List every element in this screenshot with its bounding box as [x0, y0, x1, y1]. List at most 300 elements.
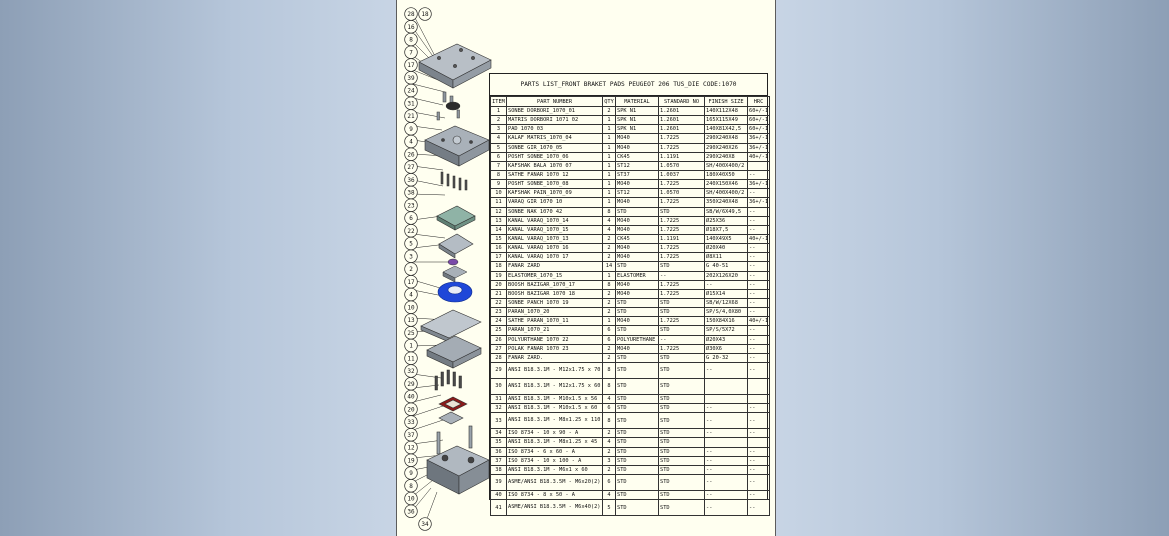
table-cell: 6 — [603, 326, 616, 335]
table-cell: -- — [748, 429, 770, 438]
table-cell: SH/400X400/2 — [705, 161, 748, 170]
table-cell: -- — [748, 280, 770, 289]
item-balloon — [405, 275, 418, 288]
table-cell: 2 — [603, 465, 616, 474]
table-cell: STD — [659, 474, 705, 490]
table-cell: ELASTOMER — [616, 271, 659, 280]
parts-list-header-cell: MATERIAL — [616, 97, 659, 107]
item-balloon-label: 7 — [409, 49, 413, 57]
table-cell: STD — [659, 447, 705, 456]
table-cell: 28 — [491, 353, 507, 362]
table-cell: 2 — [491, 116, 507, 125]
table-cell: 8 — [603, 378, 616, 394]
item-balloon-label: 21 — [407, 113, 415, 121]
table-cell: Ø15X14 — [705, 289, 748, 298]
table-row — [491, 207, 770, 216]
item-balloon-label: 20 — [407, 406, 415, 414]
table-cell: -- — [748, 244, 770, 253]
table-cell: 290X240X8 — [705, 152, 748, 161]
parts-list-body — [491, 107, 770, 516]
parts-list-header-cell: PART NUMBER — [507, 97, 603, 107]
table-cell: 2 — [603, 107, 616, 116]
table-cell: ANSI B18.3.1M - M8x1.25 x 45 — [507, 438, 603, 447]
table-cell: 60+/-1 — [749, 108, 769, 115]
table-cell: STD — [659, 413, 705, 429]
table-cell: 4 — [603, 490, 616, 499]
table-cell: MO40 — [616, 244, 659, 253]
table-cell: 4 — [603, 394, 616, 403]
table-cell: -- — [659, 271, 705, 280]
table-cell: 1 — [603, 170, 616, 179]
table-cell: 19 — [491, 271, 507, 280]
item-balloon — [405, 20, 418, 33]
table-cell: ISO 8734 - 10 x 100 - A — [507, 456, 603, 465]
table-cell: 2 — [603, 353, 616, 362]
table-cell: 1.7225 — [659, 216, 705, 225]
table-cell: Ø25X36 — [705, 216, 748, 225]
table-row — [491, 189, 770, 198]
table-cell: 1 — [603, 271, 616, 280]
item-balloon — [405, 97, 418, 110]
table-cell: 2 — [603, 429, 616, 438]
table-cell: 2 — [603, 308, 616, 317]
table-cell: STD — [659, 438, 705, 447]
item-balloon-label: 9 — [409, 470, 413, 478]
table-cell: 2 — [603, 253, 616, 262]
table-row — [491, 326, 770, 335]
table-cell: 22 — [491, 298, 507, 307]
table-cell: 27 — [491, 344, 507, 353]
table-cell: 5 — [603, 500, 616, 516]
table-cell: 6 — [603, 335, 616, 344]
table-cell: MO40 — [616, 280, 659, 289]
table-cell: 1.7225 — [659, 143, 705, 152]
table-row — [491, 216, 770, 225]
table-cell: 1.1191 — [659, 234, 705, 243]
table-cell: 1 — [603, 189, 616, 198]
table-row — [491, 429, 770, 438]
item-balloon — [405, 403, 418, 416]
item-balloon — [405, 288, 418, 301]
table-row — [491, 271, 770, 280]
table-cell: 32 — [491, 404, 507, 413]
table-row — [491, 404, 770, 413]
table-cell: STD — [616, 378, 659, 394]
table-cell: G 40-51 — [705, 262, 748, 271]
table-cell: 140X112X48 — [705, 107, 748, 116]
table-cell: 1.7225 — [659, 225, 705, 234]
item-balloon-label: 40 — [407, 393, 415, 401]
table-cell: 5 — [491, 143, 507, 152]
table-cell: STD — [616, 447, 659, 456]
table-cell: 7 — [491, 161, 507, 170]
table-row — [491, 253, 770, 262]
table-cell: 165X115X49 — [705, 116, 748, 125]
table-cell: MO40 — [616, 134, 659, 143]
table-cell: 2 — [603, 244, 616, 253]
table-cell: ASME/ANSI B18.3.5M - M6x40(2) — [507, 500, 603, 516]
table-cell: 6 — [603, 404, 616, 413]
item-balloon-label: 13 — [407, 317, 415, 325]
table-cell: 8 — [603, 362, 616, 378]
table-cell: MO40 — [616, 289, 659, 298]
table-row — [491, 289, 770, 298]
item-balloon — [405, 250, 418, 263]
table-cell: STD — [616, 308, 659, 317]
table-cell: POSHT SONBE_1070_08 — [507, 180, 603, 189]
table-cell: FANAR ZARD — [507, 262, 603, 271]
table-cell: MO40 — [616, 216, 659, 225]
table-cell: KANAL VARAQ_1070_14 — [507, 216, 603, 225]
table-cell: 23 — [491, 308, 507, 317]
table-cell: 4 — [491, 134, 507, 143]
item-balloon — [405, 326, 418, 339]
table-cell: 8 — [603, 280, 616, 289]
table-cell: Ø8X11 — [705, 253, 748, 262]
table-cell: 1 — [603, 317, 616, 326]
table-cell: 180X40X50 — [705, 170, 748, 179]
item-balloon-label: 39 — [407, 74, 415, 82]
table-cell: KAFSHAK BALA 1070 07 — [507, 161, 603, 170]
table-cell: POLYURETHANE — [616, 335, 659, 344]
table-cell: STD — [616, 465, 659, 474]
table-cell: 41 — [491, 500, 507, 516]
item-balloon-label: 16 — [407, 23, 415, 31]
table-row — [491, 234, 770, 243]
table-cell: BOOSH BAZIGAR_1070_17 — [507, 280, 603, 289]
table-cell: -- — [748, 216, 770, 225]
item-balloon-label: 3 — [409, 253, 413, 261]
table-cell: FANAR ZARD. — [507, 353, 603, 362]
table-cell: 37 — [491, 456, 507, 465]
item-balloon-label: 36 — [407, 176, 415, 184]
item-balloon-label: 18 — [421, 11, 429, 19]
item-balloon-label: 8 — [409, 36, 413, 44]
table-cell: 17 — [491, 253, 507, 262]
table-cell: -- — [748, 465, 770, 474]
item-balloon-label: 5 — [409, 240, 413, 248]
table-cell: STD — [659, 429, 705, 438]
parts-list-title: PARTS LIST_FRONT BRAKET PADS PEUGEOT 206 TUS_DIE CODE:1070 — [490, 74, 767, 96]
table-cell: 2 — [603, 234, 616, 243]
table-cell: 38 — [491, 465, 507, 474]
table-cell: -- — [705, 447, 748, 456]
table-cell: 34 — [491, 429, 507, 438]
table-cell: KAFSHAK PAIN_1070_09 — [507, 189, 603, 198]
table-cell: 25 — [491, 326, 507, 335]
item-balloon — [405, 212, 418, 225]
table-cell: STD — [659, 298, 705, 307]
table-cell: STD — [616, 490, 659, 499]
table-cell: 14 — [603, 262, 616, 271]
table-cell: 12 — [491, 207, 507, 216]
item-balloon-label: 26 — [407, 151, 415, 159]
table-row — [491, 394, 770, 403]
item-balloon-label: 17 — [407, 62, 415, 70]
table-cell: STD — [616, 438, 659, 447]
table-cell: SONBE PANCH 1070 19 — [507, 298, 603, 307]
table-cell: 150X84X16 — [705, 317, 748, 326]
table-cell: VARAQ GIR 1070 10 — [507, 198, 603, 207]
table-cell: STD — [659, 308, 705, 317]
table-cell: 11 — [491, 198, 507, 207]
parts-list-header-cell: ITEM — [492, 98, 505, 105]
table-cell: -- — [705, 413, 748, 429]
table-cell: POLYURTHANE 1070 22 — [507, 335, 603, 344]
table-cell: -- — [748, 344, 770, 353]
table-cell: ANSI B18.3.1M - M10x1.5 x 56 — [507, 394, 603, 403]
table-cell: -- — [748, 170, 770, 179]
table-cell: STD — [616, 456, 659, 465]
table-cell: STD — [659, 500, 705, 516]
table-cell: 40+/-1 — [749, 236, 769, 243]
table-row — [491, 244, 770, 253]
table-row — [491, 116, 770, 125]
balloon-layer — [397, 0, 497, 536]
table-cell: 30 — [491, 378, 507, 394]
table-cell: 29 — [491, 362, 507, 378]
table-cell: ISO 8734 - 8 x 50 - A — [507, 490, 603, 499]
table-row — [491, 125, 770, 134]
table-cell: -- — [748, 308, 770, 317]
table-cell: 60+/-1 — [749, 126, 769, 133]
item-balloon — [405, 314, 418, 327]
item-balloon — [405, 428, 418, 441]
table-row — [491, 378, 770, 394]
table-row — [491, 161, 770, 170]
table-cell — [748, 438, 770, 447]
table-cell: MO40 — [616, 180, 659, 189]
item-balloon-label: 38 — [407, 189, 415, 197]
table-cell: ISO 8734 - 10 x 90 - A — [507, 429, 603, 438]
item-balloon-label: 6 — [409, 215, 413, 223]
table-cell: -- — [748, 490, 770, 499]
table-row — [491, 335, 770, 344]
table-cell: 1.7225 — [659, 134, 705, 143]
table-cell: -- — [748, 225, 770, 234]
table-cell: 31 — [491, 394, 507, 403]
item-balloon-label: 34 — [421, 521, 429, 529]
item-balloon — [405, 84, 418, 97]
table-cell: STD — [616, 362, 659, 378]
table-cell: 140X81X42,5 — [705, 125, 748, 134]
table-cell: -- — [748, 362, 770, 378]
parts-list-header-cell: FINISH SIZE — [705, 97, 748, 107]
table-cell: 26 — [491, 335, 507, 344]
item-balloon-label: 17 — [407, 278, 415, 286]
item-balloon — [405, 263, 418, 276]
table-cell: STD — [659, 353, 705, 362]
table-cell: SP/S/4,0X80 — [705, 308, 748, 317]
table-cell: 1.2601 — [659, 116, 705, 125]
table-cell: POLAK FANAR 1070 23 — [507, 344, 603, 353]
table-row — [491, 362, 770, 378]
table-cell: PARAN_1070_21 — [507, 326, 603, 335]
item-balloon-label: 27 — [407, 164, 415, 172]
table-cell: 2 — [603, 298, 616, 307]
table-cell: 1.7225 — [659, 289, 705, 298]
table-cell: 40+/-1 — [749, 153, 769, 160]
table-cell: 290X240X48 — [705, 134, 748, 143]
parts-list-header-row — [491, 97, 770, 107]
table-cell: 15 — [491, 234, 507, 243]
table-cell — [748, 378, 770, 394]
table-cell: 3 — [603, 456, 616, 465]
item-balloon — [405, 199, 418, 212]
item-balloon-label: 25 — [407, 329, 415, 337]
table-cell: STD — [616, 353, 659, 362]
table-cell: 6 — [603, 474, 616, 490]
table-cell: 40+/-1 — [749, 318, 769, 325]
item-balloon — [405, 237, 418, 250]
table-cell: 36+/-1 — [749, 181, 769, 188]
table-cell: Ø18X7,5 — [705, 225, 748, 234]
table-cell: -- — [748, 335, 770, 344]
table-cell: -- — [748, 298, 770, 307]
table-cell: SONBE GIR_1070_05 — [507, 143, 603, 152]
table-cell: SPK N1 — [616, 116, 659, 125]
table-cell: 36+/-1 — [749, 135, 769, 142]
table-row — [491, 107, 770, 116]
table-cell — [705, 378, 748, 394]
item-balloon-label: 1 — [409, 342, 413, 350]
table-row — [491, 456, 770, 465]
table-row — [491, 134, 770, 143]
item-balloon — [405, 71, 418, 84]
item-balloon — [405, 377, 418, 390]
table-cell: CK45 — [616, 152, 659, 161]
table-cell: -- — [748, 447, 770, 456]
item-balloon — [405, 33, 418, 46]
item-balloon — [405, 390, 418, 403]
table-cell: -- — [705, 362, 748, 378]
item-balloon — [405, 122, 418, 135]
table-cell: ISO 8734 - 6 x 60 - A — [507, 447, 603, 456]
table-cell: SPK N1 — [616, 125, 659, 134]
table-cell: 8 — [603, 413, 616, 429]
table-cell: 350X240X48 — [705, 198, 748, 207]
table-cell: 1.7225 — [659, 198, 705, 207]
table-cell: 35 — [491, 438, 507, 447]
table-cell: 1 — [603, 116, 616, 125]
table-cell: SONBE NAK 1070 42 — [507, 207, 603, 216]
table-cell: 4 — [603, 438, 616, 447]
item-balloon — [405, 135, 418, 148]
item-balloon — [405, 148, 418, 161]
table-cell: 140X49X5 — [705, 234, 748, 243]
item-balloon — [405, 110, 418, 123]
table-cell: ANSI B18.3.1M - M12x1.75 x 70 — [507, 362, 603, 378]
item-balloon-label: 8 — [409, 482, 413, 490]
item-balloon-label: 29 — [407, 380, 415, 388]
table-row — [491, 152, 770, 161]
table-cell: MO40 — [616, 143, 659, 152]
table-cell: -- — [748, 289, 770, 298]
table-cell: KANAL VARAQ 1070 16 — [507, 244, 603, 253]
table-cell: 60+/-1 — [749, 117, 769, 124]
table-cell: SONBE DORBORI_1070_01 — [507, 107, 603, 116]
table-cell: -- — [748, 413, 770, 429]
table-cell: STD — [616, 262, 659, 271]
table-cell: ANSI B18.3.1M - M6x1 x 60 — [507, 465, 603, 474]
table-cell: 36 — [491, 447, 507, 456]
table-cell: -- — [659, 335, 705, 344]
table-cell: Ø30X6 — [705, 344, 748, 353]
table-cell: -- — [705, 465, 748, 474]
item-balloon — [405, 352, 418, 365]
table-cell: KANAL VARAQ 1070 17 — [507, 253, 603, 262]
table-cell: ST37 — [616, 170, 659, 179]
table-row — [491, 500, 770, 516]
table-cell: 21 — [491, 289, 507, 298]
table-cell: 1 — [603, 161, 616, 170]
item-balloon — [405, 46, 418, 59]
item-balloon-label: 11 — [407, 355, 415, 363]
table-row — [491, 353, 770, 362]
table-cell: MO40 — [616, 253, 659, 262]
table-cell: SPK N1 — [616, 107, 659, 116]
table-cell: ANSI B18.3.1M - M12x1.75 x 60 — [507, 378, 603, 394]
table-cell: -- — [705, 500, 748, 516]
table-cell: 14 — [491, 225, 507, 234]
table-cell: PARAN_1070_20 — [507, 308, 603, 317]
table-cell: 1.7225 — [659, 244, 705, 253]
table-cell: -- — [748, 207, 770, 216]
table-cell: STD — [616, 413, 659, 429]
table-cell — [705, 394, 748, 403]
table-cell: ANSI B18.3.1M - M10x1.5 x 60 — [507, 404, 603, 413]
parts-list-table — [489, 73, 769, 511]
table-cell: SATHE PARAN_1070_11 — [507, 317, 603, 326]
table-cell: -- — [705, 456, 748, 465]
table-cell: 1.7225 — [659, 253, 705, 262]
item-balloon-label: 31 — [407, 100, 415, 108]
item-balloon-label: 12 — [407, 444, 415, 452]
item-balloon-label: 4 — [409, 291, 413, 299]
table-cell: STD — [659, 207, 705, 216]
table-cell: 39 — [491, 474, 507, 490]
item-balloon — [405, 479, 418, 492]
item-balloon-label: 10 — [407, 304, 415, 312]
table-cell: -- — [748, 474, 770, 490]
item-balloon — [419, 518, 432, 531]
item-balloon — [405, 8, 418, 21]
item-balloon-label: 9 — [409, 125, 413, 133]
table-row — [491, 262, 770, 271]
item-balloon — [405, 59, 418, 72]
table-cell: 1.7225 — [659, 180, 705, 189]
table-cell: 2 — [603, 447, 616, 456]
item-balloon — [405, 416, 418, 429]
table-cell: 1 — [603, 143, 616, 152]
table-cell: 1 — [603, 152, 616, 161]
table-row — [491, 298, 770, 307]
table-cell: ASME/ANSI B18.3.5M - M6x20(2) — [507, 474, 603, 490]
item-balloon — [405, 454, 418, 467]
table-cell: 1.7225 — [659, 317, 705, 326]
table-cell: 8 — [491, 170, 507, 179]
table-cell: STD — [659, 404, 705, 413]
item-balloon-label: 36 — [407, 508, 415, 516]
item-balloon — [405, 339, 418, 352]
table-cell: 1 — [603, 180, 616, 189]
table-cell: Ø20X40 — [705, 244, 748, 253]
item-balloon — [405, 186, 418, 199]
table-cell: KANAL VARAQ_1070_15 — [507, 225, 603, 234]
table-cell: CK45 — [616, 234, 659, 243]
item-balloon — [405, 301, 418, 314]
table-cell: STD — [616, 429, 659, 438]
